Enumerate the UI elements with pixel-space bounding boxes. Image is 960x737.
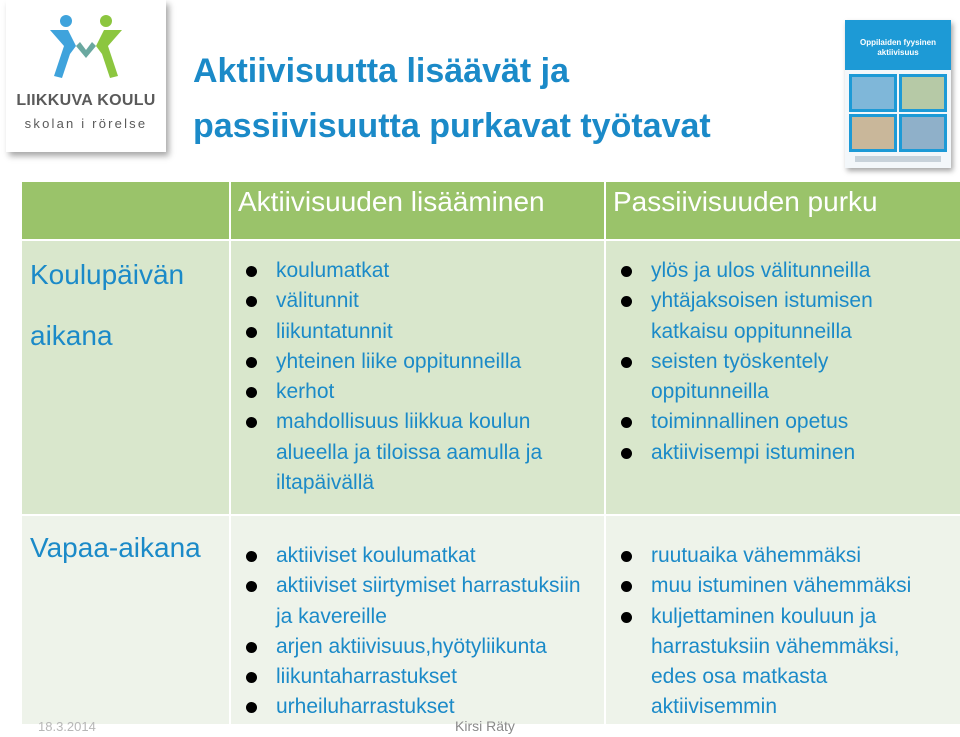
booklet-header	[845, 20, 951, 70]
logo-figures-icon	[46, 14, 126, 90]
row-label-school-day-line-1: Koulupäivän	[30, 259, 185, 290]
table-header-passivity: Passiivisuuden purku	[605, 182, 960, 240]
list-item: liikuntaharrastukset	[238, 662, 593, 692]
slide-title	[193, 44, 823, 154]
column-divider	[229, 182, 231, 724]
list-item: yhteinen liike oppitunneilla	[238, 347, 573, 377]
list-free-time-activity	[238, 541, 593, 723]
row-label-school-day-line-2: aikana	[30, 320, 113, 351]
list-item: urheiluharrastukset	[238, 692, 593, 722]
list-item: mahdollisuus liikkua koulun alueella ja tiloissa aamulla ja iltapäivällä	[238, 407, 573, 498]
footer-author: Kirsi Räty	[455, 718, 515, 734]
booklet-footer-logos	[855, 156, 941, 162]
cell-school-day-activity	[230, 240, 605, 515]
table-header-activity: Aktiivisuuden lisääminen	[230, 182, 605, 240]
cell-school-day-passivity	[605, 240, 960, 515]
list-school-day-activity	[238, 256, 573, 498]
list-item: aktiiviset koulumatkat	[238, 541, 593, 571]
list-item: arjen aktiivisuus,hyötyliikunta	[238, 632, 593, 662]
booklet-title: Oppilaiden fyysinen aktiivisuus	[859, 38, 936, 57]
row-label-free-time	[22, 515, 230, 724]
row-divider	[22, 239, 960, 241]
list-item: muu istuminen vähemmäksi	[613, 571, 933, 601]
list-free-time-passivity	[613, 541, 933, 723]
list-item: aktiivisempi istuminen	[613, 438, 913, 468]
booklet-photo-3	[849, 114, 897, 152]
booklet-photo-4	[899, 114, 947, 152]
title-line-2: passiivisuutta purkavat työtavat	[193, 107, 711, 145]
list-item: ruutuaika vähemmäksi	[613, 541, 933, 571]
list-item: kuljettaminen kouluun ja harrastuksiin vähemmäksi, edes osa matkasta aktiivisemmin	[613, 602, 933, 723]
booklet-photo-2	[899, 74, 947, 112]
liikkuva-koulu-logo	[6, 0, 166, 152]
list-school-day-passivity	[613, 256, 913, 468]
cell-free-time-activity	[230, 515, 605, 724]
list-item: liikuntatunnit	[238, 317, 573, 347]
list-item: toiminnallinen opetus	[613, 407, 913, 437]
row-label-school-day	[22, 240, 230, 515]
list-item: yhtäjaksoisen istumisen katkaisu oppitunneilla	[613, 286, 913, 347]
list-item: ylös ja ulos välitunneilla	[613, 256, 913, 286]
logo-name: LIIKKUVA KOULU	[16, 92, 156, 109]
booklet-cover-image	[845, 20, 951, 168]
list-item: aktiiviset siirtymiset harrastuksiin ja kavereille	[238, 571, 593, 632]
activity-table	[22, 182, 960, 724]
cell-free-time-passivity	[605, 515, 960, 724]
table-header-empty	[22, 182, 230, 240]
list-item: kerhot	[238, 377, 573, 407]
list-item: välitunnit	[238, 286, 573, 316]
row-divider	[22, 514, 960, 516]
footer-date: 18.3.2014	[38, 719, 96, 734]
column-divider	[604, 182, 606, 724]
list-item: seisten työskentely oppitunneilla	[613, 347, 913, 408]
booklet-photo-1	[849, 74, 897, 112]
row-label-free-time-line-1: Vapaa-aikana	[30, 532, 201, 563]
logo-subtitle: skolan i rörelse	[24, 116, 148, 131]
title-line-1: Aktiivisuutta lisäävät ja	[193, 52, 570, 90]
list-item: koulumatkat	[238, 256, 573, 286]
